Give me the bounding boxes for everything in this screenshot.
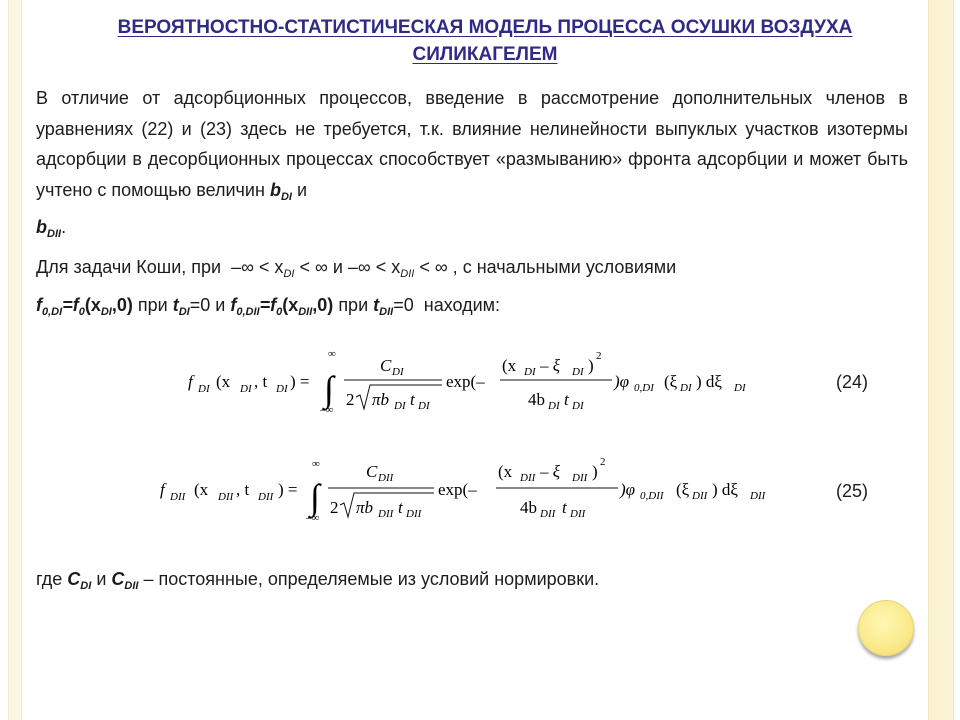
- decorative-circle: [858, 600, 914, 656]
- eq25-integral-sign: ∫: [310, 477, 320, 517]
- eq25-exp-den-4: 4b: [520, 498, 537, 517]
- paragraph-intro-text: В отличие от адсорбционных процессов, введение в рассмотрение дополнительных членов в уравнениях (22) и (23) здесь не требуется, т.к. влияние нелинейности выпуклых участков изотермы адсорбции в десорбционных процессах способствует «размыванию» фронта адсорбции и может быть учтено с помощью величин: [36, 88, 908, 200]
- cond2-eq: =f: [259, 294, 277, 315]
- constants-tail: – постоянные, определяемые из условий нормировки.: [138, 569, 600, 589]
- eq25-den-2: 2: [330, 498, 339, 517]
- eq25-lhs-args: (x: [194, 480, 209, 499]
- eq25-exp-num-xsub: DII: [520, 472, 536, 484]
- eq25-exp-label: exp(–: [438, 480, 477, 499]
- range-2: [347, 257, 458, 280]
- range-1: [231, 257, 328, 280]
- eq24-lhs-f: f: [188, 372, 193, 391]
- slide-title: ВЕРОЯТНОСТНО-СТАТИСТИЧЕСКАЯ МОДЕЛЬ ПРОЦЕССА ОСУШКИ ВОЗДУХА СИЛИКАГЕЛЕМ: [117, 17, 853, 65]
- at1: при: [137, 294, 168, 315]
- cond1-eq: =f: [62, 294, 79, 315]
- equation-24: [180, 345, 780, 425]
- eq24-lhs-args: (x: [216, 372, 231, 391]
- eq24-exp-num-minus: – ξ: [540, 356, 561, 375]
- eq24-den-t: t: [410, 390, 415, 409]
- eq24-lower: –∞: [320, 404, 334, 416]
- range-1-tail: < ∞: [294, 257, 328, 277]
- eq25-exp-den-t: t: [562, 498, 567, 517]
- paragraph-intro: [36, 83, 908, 250]
- equation-25: [152, 455, 792, 535]
- t2-sub: DII: [379, 305, 394, 318]
- eq24-integral-sign: ∫: [324, 369, 334, 409]
- eq25-exp-num-minus: – ξ: [540, 462, 561, 481]
- cond2-fsub: 0,DII: [236, 305, 260, 318]
- range-1-sub: DI: [283, 268, 295, 280]
- right-decorative-stripe: [920, 0, 960, 720]
- eq24-exp-label: exp(–: [446, 372, 485, 391]
- eq24-lhs-close: ) =: [290, 372, 310, 391]
- eq25-tail-ksub: DII: [692, 490, 708, 502]
- constants-lead: где: [36, 569, 63, 589]
- cond1-fsub: 0,DI: [42, 305, 63, 318]
- period: .: [61, 217, 67, 237]
- range-2-sub: DII: [400, 268, 415, 280]
- eq25-tail-phisub: 0,DII: [640, 490, 664, 502]
- eq24-exp-num-open: (x: [502, 356, 517, 375]
- conj: и: [296, 179, 308, 200]
- eq25-lower: –∞: [306, 512, 320, 524]
- t1-sub: DI: [178, 305, 190, 318]
- and2: и: [215, 294, 226, 315]
- eq25-tail-open: )φ: [620, 480, 636, 499]
- eq25-exp-num-pow: 2: [600, 456, 606, 468]
- t1-val: =0: [189, 294, 211, 315]
- cond2-xsub: DII: [298, 305, 313, 318]
- eq24-tail-phisub: 0,DI: [634, 382, 654, 394]
- eq24-lhs-tsub: DI: [276, 383, 288, 395]
- eq25-lhs-close: ) =: [278, 480, 298, 499]
- const-c2: C: [111, 569, 125, 589]
- eq25-exp-num-open: (x: [498, 462, 513, 481]
- t1: t: [172, 294, 179, 315]
- eq25-tail-dsub: DII: [750, 490, 766, 502]
- cond2-close: ,0): [312, 294, 334, 315]
- eq25-exp-num-close: ): [592, 462, 598, 481]
- const-c1: C: [67, 569, 81, 589]
- constants-and: и: [96, 569, 107, 589]
- var-b: b: [269, 179, 281, 200]
- eq24-exp-den-bsub: DI: [548, 400, 560, 412]
- eq24-exp-num-xsub: DI: [524, 366, 536, 378]
- eq25-den-t: t: [398, 498, 403, 517]
- range-1-text: –∞ < x: [231, 257, 284, 277]
- eq24-tail-d: ) dξ: [696, 372, 722, 391]
- eq24-exp-num-ksub: DI: [572, 366, 584, 378]
- eq24-exp-den-tsub: DI: [572, 400, 584, 412]
- eq24-upper: ∞: [328, 348, 336, 360]
- left-decorative-stripe: [0, 0, 28, 720]
- eq24-den-pi: πb: [372, 390, 390, 409]
- eq25-tail-arg: (ξ: [676, 480, 690, 499]
- eq25-num-csub: DII: [378, 472, 394, 484]
- initial-conditions-word: с начальными условиями: [462, 257, 677, 277]
- eq25-den-bsub: DII: [378, 508, 394, 520]
- eq24-exp-num-close: ): [588, 356, 594, 375]
- eq24-lhs-fsub: DI: [198, 383, 210, 395]
- range-2-text: –∞ < x: [347, 257, 401, 277]
- eq25-exp-den-tsub: DII: [570, 508, 586, 520]
- eq24-tail-arg: (ξ: [664, 372, 678, 391]
- eq24-lhs-xsub: DI: [240, 383, 252, 395]
- cond1-xsub: DI: [100, 305, 112, 318]
- eq24-den-bsub: DI: [394, 400, 406, 412]
- eq25-tail-d: ) dξ: [712, 480, 738, 499]
- eq24-den-2: 2: [346, 390, 355, 409]
- eq25-den-pi: πb: [356, 498, 374, 517]
- cond1-close: ,0): [111, 294, 133, 315]
- const-c2-sub: DII: [124, 580, 139, 592]
- eq24-den-tsub: DI: [418, 400, 430, 412]
- const-c1-sub: DI: [80, 580, 92, 592]
- var-b-sub: DI: [280, 190, 292, 203]
- cond1-f0sub: 0: [78, 305, 85, 318]
- cauchy-tail: находим:: [423, 294, 501, 315]
- t2-val: =0: [393, 294, 414, 315]
- paragraph-cauchy: [36, 252, 908, 327]
- cond1-open: (x: [84, 294, 101, 315]
- cond2-f: f: [230, 294, 237, 315]
- var-b2-sub: DII: [47, 228, 62, 240]
- eq25-lhs-mid: , t: [236, 480, 250, 499]
- eq25-exp-den-bsub: DII: [540, 508, 556, 520]
- eq25-lhs-xsub: DII: [218, 491, 234, 503]
- eq25-lhs-tsub: DII: [258, 491, 274, 503]
- t2: t: [373, 294, 380, 315]
- eq24-num-c: C: [380, 356, 392, 375]
- eq24-exp-den-t: t: [564, 390, 569, 409]
- cond1-f: f: [36, 294, 42, 315]
- var-b2: b: [36, 217, 47, 237]
- equation-25-number: (25): [836, 481, 869, 501]
- equation-24-number: (24): [836, 372, 869, 392]
- eq25-upper: ∞: [312, 458, 320, 470]
- and-word: и: [332, 257, 343, 277]
- eq24-tail-open: )φ: [614, 372, 630, 391]
- eq24-exp-den-4: 4b: [528, 390, 545, 409]
- at2: при: [338, 294, 369, 315]
- cond2-open: (x: [282, 294, 299, 315]
- paragraph-constants: [36, 564, 908, 602]
- eq24-tail-ksub: DI: [680, 382, 692, 394]
- eq24-tail-dsub: DI: [734, 382, 746, 394]
- eq25-num-c: C: [366, 462, 378, 481]
- eq25-lhs-fsub: DII: [170, 491, 186, 503]
- eq25-lhs-f: f: [160, 480, 165, 499]
- range-2-tail: < ∞ ,: [414, 257, 458, 277]
- eq25-exp-num-ksub: DII: [572, 472, 588, 484]
- eq24-exp-num-pow: 2: [596, 350, 602, 362]
- eq24-num-csub: DI: [392, 366, 404, 378]
- cauchy-lead: Для задачи Коши, при: [36, 257, 222, 277]
- eq24-lhs-mid: , t: [254, 372, 268, 391]
- eq25-den-tsub: DII: [406, 508, 422, 520]
- cond2-f0sub: 0: [276, 305, 283, 318]
